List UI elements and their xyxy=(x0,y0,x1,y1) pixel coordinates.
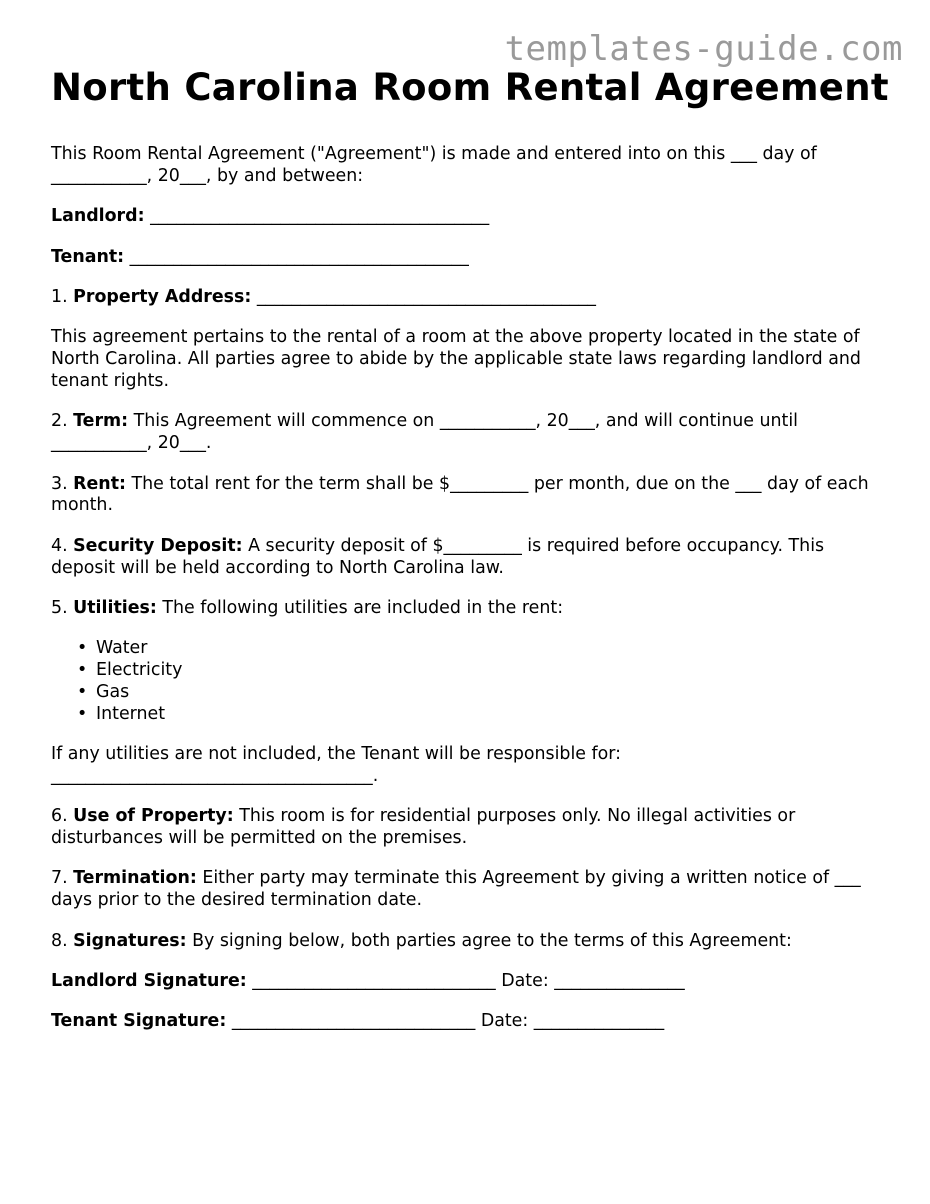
landlord-date-blank: _______________ xyxy=(554,971,685,992)
section-term xyxy=(51,411,891,455)
landlord-signature-blank: ____________________________ xyxy=(252,971,496,992)
section-text: A security deposit of $_________ is required before occupancy. This deposit will be held according to North Carolina law. xyxy=(51,535,825,578)
section-text: The total rent for the term shall be $_________ per month, due on the ___ day of each month. xyxy=(51,473,869,516)
section-text: By signing below, both parties agree to the terms of this Agreement: xyxy=(192,930,792,951)
list-item-text: Internet xyxy=(96,703,166,724)
bullet-icon: • xyxy=(77,660,88,681)
section-label: Property Address: xyxy=(73,286,252,307)
section-termination xyxy=(51,868,891,912)
tenant-signature-blank: ____________________________ xyxy=(231,1011,476,1032)
section-number: 6. xyxy=(51,806,68,827)
section-security-deposit xyxy=(51,536,891,580)
section-rent xyxy=(51,474,891,518)
section-text: This room is for residential purposes only. No illegal activities or disturbances will be permitted on the premises. xyxy=(51,806,796,849)
section-label: Termination: xyxy=(73,868,197,889)
intro-paragraph: This Room Rental Agreement ("Agreement") is made and entered into on this ___ day of ___________, 20___, by and between: xyxy=(51,144,817,186)
section-label: Utilities: xyxy=(73,597,157,618)
section-use-of-property xyxy=(51,806,891,850)
list-item xyxy=(77,703,891,726)
section-label: Term: xyxy=(73,411,129,432)
section-signatures xyxy=(51,931,891,953)
tenant-blank: _______________________________________ xyxy=(129,246,469,267)
bullet-icon: • xyxy=(77,638,88,659)
section-label: Security Deposit: xyxy=(73,535,243,556)
bullet-icon: • xyxy=(77,681,88,702)
landlord-signature-label: Landlord Signature: xyxy=(51,971,247,992)
document-title: North Carolina Room Rental Agreement xyxy=(51,66,889,109)
section-text: The following utilities are included in the rent: xyxy=(162,597,564,618)
landlord-date-label: Date: xyxy=(501,971,549,992)
section-number: 4. xyxy=(51,535,68,556)
utilities-footer: If any utilities are not included, the Tenant will be responsible for: _____________________________________. xyxy=(51,744,621,786)
utilities-list xyxy=(51,638,891,725)
list-item xyxy=(77,638,891,660)
section-text: This Agreement will commence on ___________, 20___, and will continue until ___________, 20___. xyxy=(51,411,798,454)
section-text: _______________________________________ xyxy=(256,286,596,307)
section-number: 8. xyxy=(51,930,68,951)
watermark: templates-guide.com xyxy=(504,29,903,69)
section-utilities xyxy=(51,598,891,620)
section-number: 3. xyxy=(51,473,68,494)
bullet-icon: • xyxy=(77,703,88,724)
list-item xyxy=(77,660,891,682)
landlord-label: Landlord: xyxy=(51,206,145,227)
section-number: 7. xyxy=(51,868,68,889)
property-description: This agreement pertains to the rental of a room at the above property located in the state of North Carolina. All parties agree to abide by the applicable state laws regarding landlord and tenant rights. xyxy=(51,327,861,391)
tenant-date-blank: _______________ xyxy=(533,1011,665,1032)
list-item-text: Gas xyxy=(96,681,130,702)
section-label: Use of Property: xyxy=(73,806,234,827)
list-item-text: Water xyxy=(96,638,148,659)
section-number: 1. xyxy=(51,286,68,307)
list-item-text: Electricity xyxy=(96,660,183,681)
section-text: Either party may terminate this Agreement by giving a written notice of ___ days prior to the desired termination date. xyxy=(51,868,861,911)
landlord-line xyxy=(51,206,891,228)
tenant-line xyxy=(51,247,891,269)
tenant-date-label: Date: xyxy=(480,1011,529,1032)
section-number: 5. xyxy=(51,597,68,618)
section-property-address xyxy=(51,287,891,309)
tenant-signature-line xyxy=(51,1011,891,1033)
tenant-label: Tenant: xyxy=(51,246,125,267)
document-page xyxy=(51,64,891,1052)
landlord-blank: _______________________________________ xyxy=(150,206,490,227)
section-label: Signatures: xyxy=(73,930,187,951)
section-number: 2. xyxy=(51,411,68,432)
landlord-signature-line xyxy=(51,971,891,993)
list-item xyxy=(77,681,891,704)
section-label: Rent: xyxy=(73,473,126,494)
tenant-signature-label: Tenant Signature: xyxy=(51,1011,227,1032)
